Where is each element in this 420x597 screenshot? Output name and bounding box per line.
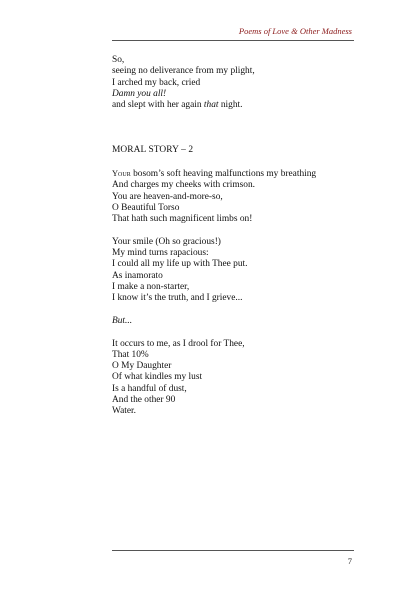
stanza1-line-1-rest: bosom’s soft heaving malfunctions my breathing <box>130 169 317 180</box>
stanza2-line-3: I could all my life up with Thee put. <box>112 259 248 270</box>
poem-title: MORAL STORY – 2 <box>112 145 194 156</box>
stanza3-line-1: It occurs to me, as I drool for Thee, <box>112 338 245 349</box>
intro-line-5-start: and slept with her again <box>112 100 204 111</box>
page-number: 7 <box>347 556 352 566</box>
stanza3-line-4: Of what kindles my lust <box>112 372 203 383</box>
intro-line-5-emphasis: that <box>203 100 219 111</box>
running-header-title: Poems of Love & Other Madness <box>238 26 352 36</box>
stanza3-line-6: And the other 90 <box>112 395 176 406</box>
stanza1-line-5: That hath such magnificent limbs on! <box>112 214 253 225</box>
stanza2-line-2: My mind turns rapacious: <box>112 248 209 259</box>
stanza2-line-6: I know it’s the truth, and I grieve... <box>112 293 243 304</box>
stanza1-line-2: And charges my cheeks with crimson. <box>112 180 256 191</box>
stanza2-line-5: I make a non-starter, <box>112 282 190 293</box>
footer-divider <box>112 550 354 551</box>
intro-line-3: I arched my back, cried <box>112 77 201 88</box>
stanza1-first-word: Your <box>112 169 131 179</box>
stanza2-line-1: Your smile (Oh so gracious!) <box>112 236 221 247</box>
page-body <box>112 55 362 418</box>
stanza1-line-1 <box>112 168 362 180</box>
stanza3-line-7: Water. <box>112 406 136 417</box>
intro-line-5 <box>112 100 362 111</box>
stanza3-line-2: That 10% <box>112 349 149 360</box>
stanza3-line-5: Is a handful of dust, <box>112 383 187 394</box>
intro-line-4: Damn you all! <box>112 88 167 99</box>
header-divider <box>112 40 354 41</box>
intro-line-5-end: night. <box>218 100 243 111</box>
intro-line-2: seeing no deliverance from my plight, <box>112 66 255 77</box>
stanza1-line-4: O Beautiful Torso <box>112 202 180 213</box>
intro-line-1: So, <box>112 55 125 65</box>
interlude-line: But... <box>112 315 133 326</box>
stanza3-line-3: O My Daughter <box>112 361 172 372</box>
stanza2-line-4: As inamorato <box>112 270 163 281</box>
stanza1-line-3: You are heaven-and-more-so, <box>112 191 223 202</box>
